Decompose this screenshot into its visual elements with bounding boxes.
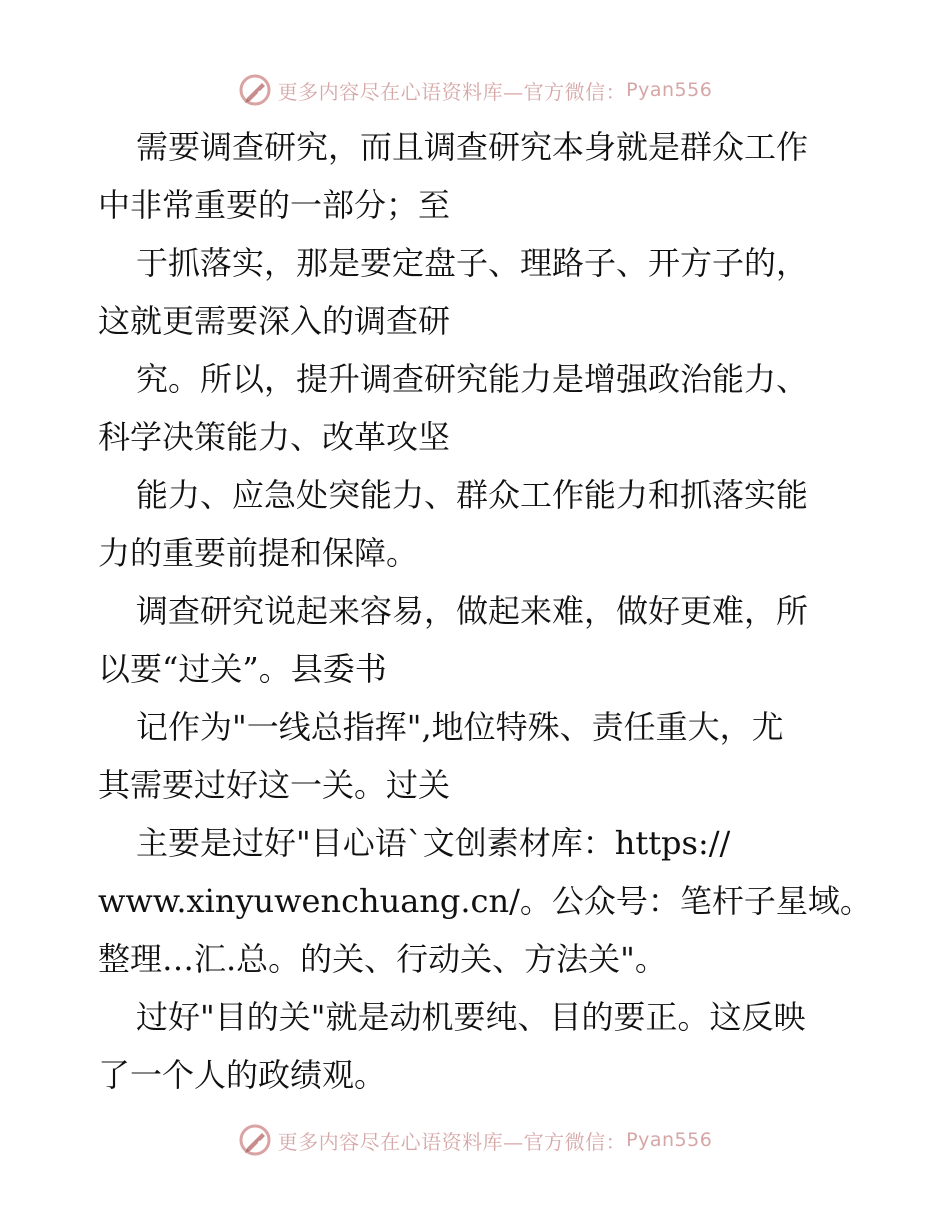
banner-wechat-id: Pyan556 bbox=[626, 1129, 713, 1151]
text-line: 主要是过好"目心语`文创素材库：https:// bbox=[136, 824, 731, 862]
banner-wechat-id: Pyan556 bbox=[626, 79, 713, 101]
text-line: 究。所以，提升调查研究能力是增强政治能力、 bbox=[136, 360, 809, 398]
text-line: 能力、应急处突能力、群众工作能力和抓落实能 bbox=[136, 476, 809, 514]
body-text bbox=[98, 118, 872, 1104]
text-line: 了一个人的政绩观。 bbox=[98, 1056, 387, 1094]
text-line: 科学决策能力、改革攻坚 bbox=[98, 418, 451, 456]
text-line: 于抓落实，那是要定盘子、理路子、开方子的， bbox=[136, 244, 809, 282]
text-line: www.xinyuwenchuang.cn/。公众号：笔杆子星域。 bbox=[98, 882, 872, 920]
text-line: 以要“过关”。县委书 bbox=[98, 650, 387, 688]
text-line: 记作为"一线总指挥",地位特殊、责任重大，尤 bbox=[136, 708, 784, 746]
text-line: 中非常重要的一部分；至 bbox=[98, 186, 451, 224]
footer-watermark-banner bbox=[0, 1120, 950, 1160]
text-line: 需要调查研究，而且调查研究本身就是群众工作 bbox=[136, 128, 809, 166]
text-line: 力的重要前提和保障。 bbox=[98, 534, 419, 572]
pen-logo-icon bbox=[238, 73, 272, 107]
pen-logo-icon bbox=[238, 1123, 272, 1157]
banner-text: 更多内容尽在心语资料库—官方微信： bbox=[277, 79, 627, 104]
text-line: 其需要过好这一关。过关 bbox=[98, 766, 451, 804]
text-line: 这就更需要深入的调查研 bbox=[98, 302, 451, 340]
text-line: 调查研究说起来容易，做起来难，做好更难，所 bbox=[136, 592, 809, 630]
text-line: 过好"目的关"就是动机要纯、目的要正。这反映 bbox=[136, 998, 806, 1036]
banner-text: 更多内容尽在心语资料库—官方微信： bbox=[277, 1129, 627, 1154]
text-line: 整理…汇.总。的关、行动关、方法关"。 bbox=[98, 940, 667, 978]
header-watermark-banner bbox=[0, 70, 950, 110]
